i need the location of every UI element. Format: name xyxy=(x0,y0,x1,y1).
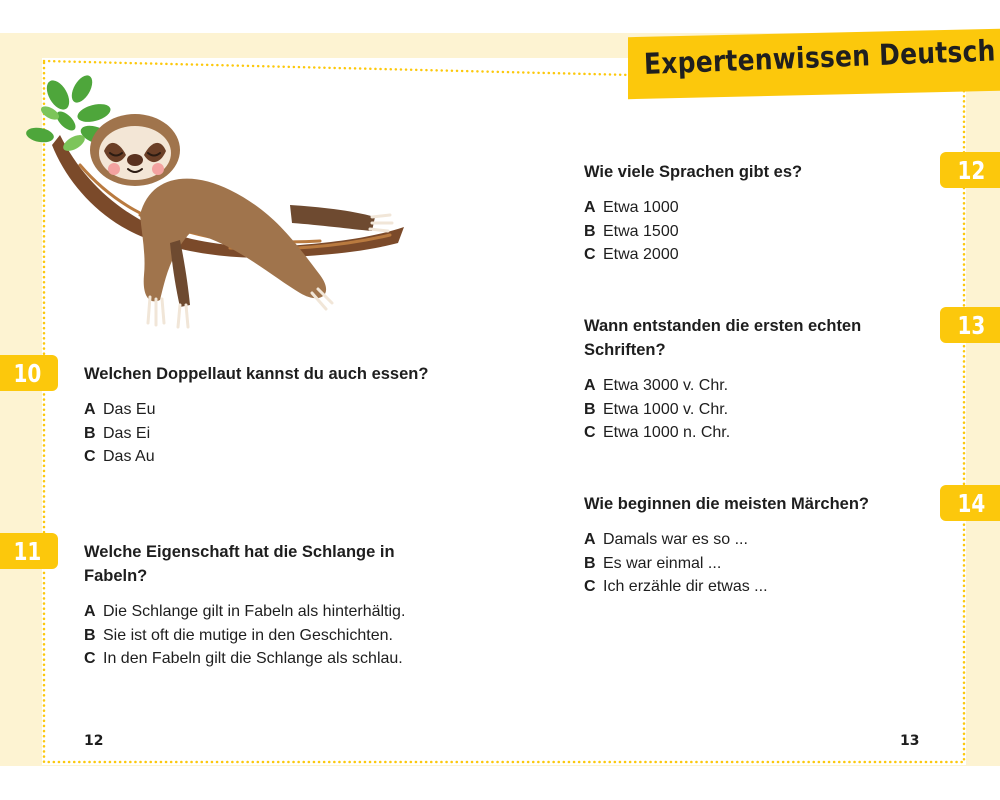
page-number-left: 12 xyxy=(84,733,104,749)
answer-option[interactable]: A Die Schlange gilt in Fabeln als hinterhältig. xyxy=(84,603,406,620)
answer-option[interactable]: A Das Eu xyxy=(84,401,156,418)
question-number-badge: 14 xyxy=(940,485,1000,521)
question-text: Wie beginnen die meisten Märchen? xyxy=(584,495,869,513)
question-number-badge: 13 xyxy=(940,307,1000,343)
sloth-on-branch-icon xyxy=(20,65,420,335)
answer-option[interactable]: A Etwa 3000 v. Chr. xyxy=(584,377,729,394)
answer-option[interactable]: C Ich erzähle dir etwas ... xyxy=(584,578,768,596)
question-10 xyxy=(84,362,464,469)
question-12 xyxy=(584,160,964,267)
answer-option[interactable]: B Das Ei xyxy=(84,424,151,442)
question-text: Wie viele Sprachen gibt es? xyxy=(584,163,803,181)
answer-option[interactable]: C Das Au xyxy=(84,448,155,466)
question-number-badge: 11 xyxy=(0,533,58,569)
question-number-badge: 12 xyxy=(940,152,1000,188)
answer-option[interactable]: B Etwa 1000 v. Chr. xyxy=(584,400,729,418)
answer-option[interactable]: A Etwa 1000 xyxy=(584,199,679,216)
answer-option[interactable]: B Es war einmal ... xyxy=(584,554,722,572)
answer-option[interactable]: C Etwa 1000 n. Chr. xyxy=(584,424,731,442)
question-number-badge: 10 xyxy=(0,355,58,391)
question-text: Wann entstanden die ersten echten Schriften? xyxy=(584,317,862,359)
answer-option[interactable]: C Etwa 2000 xyxy=(584,246,679,264)
question-14 xyxy=(584,492,964,599)
page-title: Expertenwissen Deutsch xyxy=(643,33,997,81)
question-text: Welchen Doppellaut kannst du auch essen? xyxy=(84,365,429,383)
answer-option[interactable]: B Etwa 1500 xyxy=(584,222,679,240)
answer-option[interactable]: B Sie ist oft die mutige in den Geschichten. xyxy=(84,626,393,644)
question-text: Welche Eigenschaft hat die Schlange in Fabeln? xyxy=(84,543,395,585)
answer-option[interactable]: A Damals war es so ... xyxy=(584,531,748,548)
question-13 xyxy=(584,314,894,445)
answer-option[interactable]: C In den Fabeln gilt die Schlange als schlau. xyxy=(84,650,403,668)
question-11 xyxy=(84,540,484,671)
page-number-right: 13 xyxy=(900,733,920,749)
